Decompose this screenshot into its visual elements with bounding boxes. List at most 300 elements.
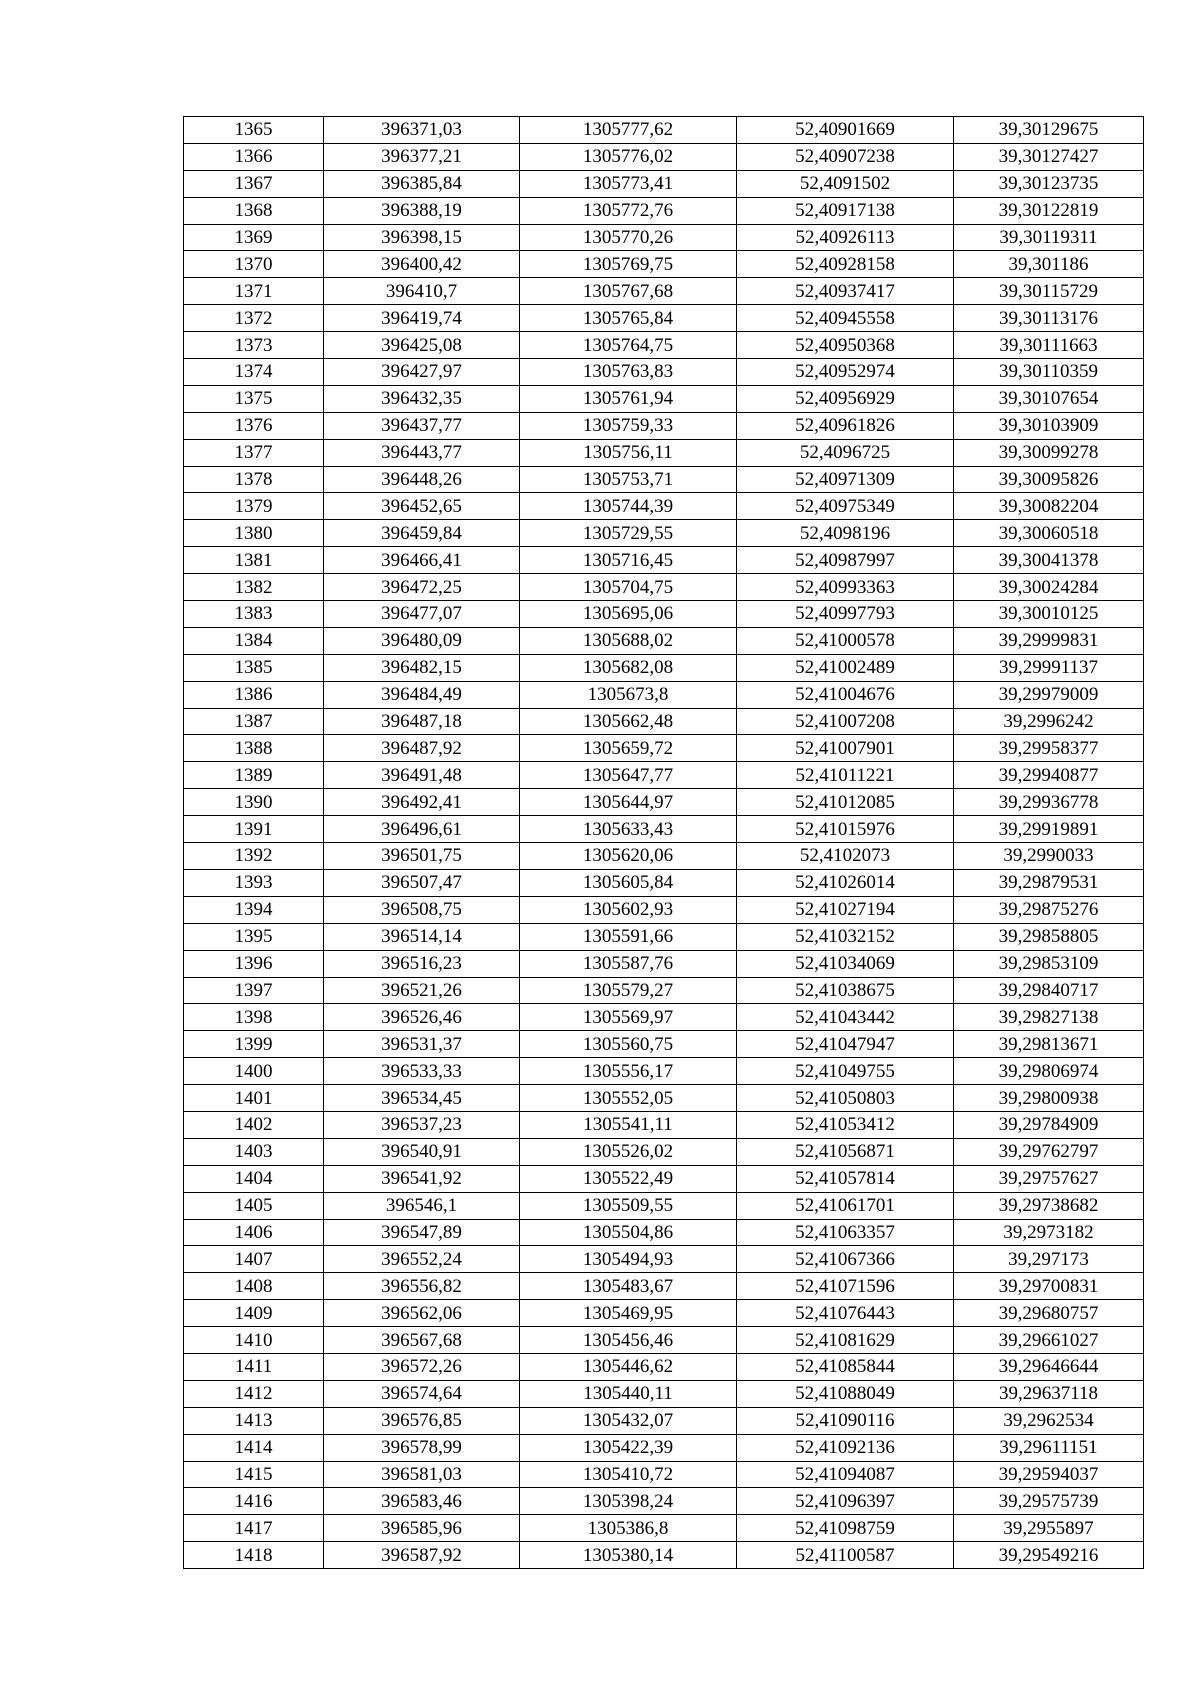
point-number-cell: 1387 xyxy=(184,708,324,735)
point-number-cell: 1397 xyxy=(184,977,324,1004)
table-row xyxy=(184,278,1144,305)
point-number-cell: 1382 xyxy=(184,574,324,601)
x-coordinate-cell: 396432,35 xyxy=(324,385,520,412)
longitude-cell: 39,30099278 xyxy=(954,439,1144,466)
longitude-cell: 39,29940877 xyxy=(954,762,1144,789)
y-coordinate-cell: 1305560,75 xyxy=(520,1031,737,1058)
table-row xyxy=(184,1219,1144,1246)
latitude-cell: 52,40917138 xyxy=(737,197,954,224)
point-number-cell: 1415 xyxy=(184,1461,324,1488)
latitude-cell: 52,41047947 xyxy=(737,1031,954,1058)
longitude-cell: 39,29875276 xyxy=(954,896,1144,923)
x-coordinate-cell: 396491,48 xyxy=(324,762,520,789)
latitude-cell: 52,41076443 xyxy=(737,1300,954,1327)
point-number-cell: 1369 xyxy=(184,224,324,251)
y-coordinate-cell: 1305764,75 xyxy=(520,332,737,359)
latitude-cell: 52,41057814 xyxy=(737,1165,954,1192)
latitude-cell: 52,41098759 xyxy=(737,1515,954,1542)
x-coordinate-cell: 396531,37 xyxy=(324,1031,520,1058)
point-number-cell: 1375 xyxy=(184,385,324,412)
longitude-cell: 39,30107654 xyxy=(954,385,1144,412)
table-row xyxy=(184,117,1144,144)
y-coordinate-cell: 1305744,39 xyxy=(520,493,737,520)
y-coordinate-cell: 1305469,95 xyxy=(520,1300,737,1327)
longitude-cell: 39,30119311 xyxy=(954,224,1144,251)
y-coordinate-cell: 1305494,93 xyxy=(520,1246,737,1273)
x-coordinate-cell: 396482,15 xyxy=(324,654,520,681)
point-number-cell: 1404 xyxy=(184,1165,324,1192)
point-number-cell: 1412 xyxy=(184,1380,324,1407)
table-row xyxy=(184,1246,1144,1273)
table-row xyxy=(184,950,1144,977)
y-coordinate-cell: 1305763,83 xyxy=(520,359,737,386)
latitude-cell: 52,40928158 xyxy=(737,251,954,278)
latitude-cell: 52,41043442 xyxy=(737,1004,954,1031)
longitude-cell: 39,30095826 xyxy=(954,466,1144,493)
x-coordinate-cell: 396562,06 xyxy=(324,1300,520,1327)
point-number-cell: 1388 xyxy=(184,735,324,762)
longitude-cell: 39,29738682 xyxy=(954,1192,1144,1219)
point-number-cell: 1376 xyxy=(184,412,324,439)
table-row xyxy=(184,843,1144,870)
table-row xyxy=(184,305,1144,332)
y-coordinate-cell: 1305526,02 xyxy=(520,1138,737,1165)
y-coordinate-cell: 1305704,75 xyxy=(520,574,737,601)
y-coordinate-cell: 1305620,06 xyxy=(520,843,737,870)
x-coordinate-cell: 396371,03 xyxy=(324,117,520,144)
latitude-cell: 52,41061701 xyxy=(737,1192,954,1219)
y-coordinate-cell: 1305386,8 xyxy=(520,1515,737,1542)
y-coordinate-cell: 1305688,02 xyxy=(520,627,737,654)
point-number-cell: 1378 xyxy=(184,466,324,493)
table-row xyxy=(184,1138,1144,1165)
x-coordinate-cell: 396410,7 xyxy=(324,278,520,305)
longitude-cell: 39,30123735 xyxy=(954,170,1144,197)
longitude-cell: 39,297173 xyxy=(954,1246,1144,1273)
y-coordinate-cell: 1305753,71 xyxy=(520,466,737,493)
point-number-cell: 1380 xyxy=(184,520,324,547)
x-coordinate-cell: 396437,77 xyxy=(324,412,520,439)
table-row xyxy=(184,143,1144,170)
table-row xyxy=(184,601,1144,628)
longitude-cell: 39,30010125 xyxy=(954,601,1144,628)
latitude-cell: 52,40975349 xyxy=(737,493,954,520)
x-coordinate-cell: 396425,08 xyxy=(324,332,520,359)
x-coordinate-cell: 396572,26 xyxy=(324,1353,520,1380)
latitude-cell: 52,41085844 xyxy=(737,1353,954,1380)
y-coordinate-cell: 1305695,06 xyxy=(520,601,737,628)
latitude-cell: 52,41056871 xyxy=(737,1138,954,1165)
longitude-cell: 39,30082204 xyxy=(954,493,1144,520)
x-coordinate-cell: 396546,1 xyxy=(324,1192,520,1219)
longitude-cell: 39,29700831 xyxy=(954,1273,1144,1300)
y-coordinate-cell: 1305432,07 xyxy=(520,1407,737,1434)
table-row xyxy=(184,627,1144,654)
table-row xyxy=(184,332,1144,359)
x-coordinate-cell: 396448,26 xyxy=(324,466,520,493)
x-coordinate-cell: 396452,65 xyxy=(324,493,520,520)
x-coordinate-cell: 396487,18 xyxy=(324,708,520,735)
longitude-cell: 39,29991137 xyxy=(954,654,1144,681)
y-coordinate-cell: 1305767,68 xyxy=(520,278,737,305)
y-coordinate-cell: 1305761,94 xyxy=(520,385,737,412)
table-row xyxy=(184,977,1144,1004)
x-coordinate-cell: 396516,23 xyxy=(324,950,520,977)
x-coordinate-cell: 396526,46 xyxy=(324,1004,520,1031)
point-number-cell: 1373 xyxy=(184,332,324,359)
point-number-cell: 1398 xyxy=(184,1004,324,1031)
x-coordinate-cell: 396501,75 xyxy=(324,843,520,870)
x-coordinate-cell: 396388,19 xyxy=(324,197,520,224)
table-row xyxy=(184,1461,1144,1488)
point-number-cell: 1379 xyxy=(184,493,324,520)
y-coordinate-cell: 1305765,84 xyxy=(520,305,737,332)
point-number-cell: 1393 xyxy=(184,869,324,896)
longitude-cell: 39,30041378 xyxy=(954,547,1144,574)
table-row xyxy=(184,359,1144,386)
latitude-cell: 52,4096725 xyxy=(737,439,954,466)
table-row xyxy=(184,1300,1144,1327)
table-row xyxy=(184,224,1144,251)
point-number-cell: 1386 xyxy=(184,681,324,708)
table-row xyxy=(184,1353,1144,1380)
longitude-cell: 39,29919891 xyxy=(954,816,1144,843)
point-number-cell: 1409 xyxy=(184,1300,324,1327)
y-coordinate-cell: 1305504,86 xyxy=(520,1219,737,1246)
longitude-cell: 39,30103909 xyxy=(954,412,1144,439)
x-coordinate-cell: 396480,09 xyxy=(324,627,520,654)
y-coordinate-cell: 1305662,48 xyxy=(520,708,737,735)
table-row xyxy=(184,412,1144,439)
x-coordinate-cell: 396514,14 xyxy=(324,923,520,950)
longitude-cell: 39,29879531 xyxy=(954,869,1144,896)
latitude-cell: 52,41092136 xyxy=(737,1434,954,1461)
point-number-cell: 1396 xyxy=(184,950,324,977)
latitude-cell: 52,41053412 xyxy=(737,1111,954,1138)
latitude-cell: 52,40926113 xyxy=(737,224,954,251)
y-coordinate-cell: 1305682,08 xyxy=(520,654,737,681)
table-row xyxy=(184,1004,1144,1031)
x-coordinate-cell: 396521,26 xyxy=(324,977,520,1004)
longitude-cell: 39,29646644 xyxy=(954,1353,1144,1380)
y-coordinate-cell: 1305773,41 xyxy=(520,170,737,197)
point-number-cell: 1405 xyxy=(184,1192,324,1219)
point-number-cell: 1406 xyxy=(184,1219,324,1246)
y-coordinate-cell: 1305633,43 xyxy=(520,816,737,843)
latitude-cell: 52,41100587 xyxy=(737,1542,954,1569)
longitude-cell: 39,2996242 xyxy=(954,708,1144,735)
y-coordinate-cell: 1305769,75 xyxy=(520,251,737,278)
longitude-cell: 39,29853109 xyxy=(954,950,1144,977)
table-row xyxy=(184,654,1144,681)
latitude-cell: 52,41032152 xyxy=(737,923,954,950)
x-coordinate-cell: 396587,92 xyxy=(324,1542,520,1569)
x-coordinate-cell: 396583,46 xyxy=(324,1488,520,1515)
longitude-cell: 39,29757627 xyxy=(954,1165,1144,1192)
y-coordinate-cell: 1305380,14 xyxy=(520,1542,737,1569)
longitude-cell: 39,29806974 xyxy=(954,1058,1144,1085)
point-number-cell: 1389 xyxy=(184,762,324,789)
table-row xyxy=(184,493,1144,520)
latitude-cell: 52,41015976 xyxy=(737,816,954,843)
longitude-cell: 39,30060518 xyxy=(954,520,1144,547)
longitude-cell: 39,29813671 xyxy=(954,1031,1144,1058)
latitude-cell: 52,40971309 xyxy=(737,466,954,493)
longitude-cell: 39,29680757 xyxy=(954,1300,1144,1327)
latitude-cell: 52,40956929 xyxy=(737,385,954,412)
longitude-cell: 39,29549216 xyxy=(954,1542,1144,1569)
x-coordinate-cell: 396567,68 xyxy=(324,1327,520,1354)
point-number-cell: 1399 xyxy=(184,1031,324,1058)
table-row xyxy=(184,1542,1144,1569)
latitude-cell: 52,40945558 xyxy=(737,305,954,332)
table-row xyxy=(184,466,1144,493)
y-coordinate-cell: 1305777,62 xyxy=(520,117,737,144)
longitude-cell: 39,29858805 xyxy=(954,923,1144,950)
x-coordinate-cell: 396507,47 xyxy=(324,869,520,896)
point-number-cell: 1400 xyxy=(184,1058,324,1085)
point-number-cell: 1401 xyxy=(184,1085,324,1112)
point-number-cell: 1408 xyxy=(184,1273,324,1300)
latitude-cell: 52,41000578 xyxy=(737,627,954,654)
table-row xyxy=(184,708,1144,735)
latitude-cell: 52,41063357 xyxy=(737,1219,954,1246)
table-row xyxy=(184,896,1144,923)
longitude-cell: 39,29840717 xyxy=(954,977,1144,1004)
point-number-cell: 1366 xyxy=(184,143,324,170)
table-row xyxy=(184,385,1144,412)
latitude-cell: 52,41096397 xyxy=(737,1488,954,1515)
x-coordinate-cell: 396574,64 xyxy=(324,1380,520,1407)
point-number-cell: 1391 xyxy=(184,816,324,843)
y-coordinate-cell: 1305647,77 xyxy=(520,762,737,789)
x-coordinate-cell: 396576,85 xyxy=(324,1407,520,1434)
longitude-cell: 39,29784909 xyxy=(954,1111,1144,1138)
y-coordinate-cell: 1305569,97 xyxy=(520,1004,737,1031)
y-coordinate-cell: 1305398,24 xyxy=(520,1488,737,1515)
y-coordinate-cell: 1305659,72 xyxy=(520,735,737,762)
point-number-cell: 1413 xyxy=(184,1407,324,1434)
x-coordinate-cell: 396484,49 xyxy=(324,681,520,708)
latitude-cell: 52,41090116 xyxy=(737,1407,954,1434)
y-coordinate-cell: 1305756,11 xyxy=(520,439,737,466)
latitude-cell: 52,41081629 xyxy=(737,1327,954,1354)
x-coordinate-cell: 396487,92 xyxy=(324,735,520,762)
point-number-cell: 1402 xyxy=(184,1111,324,1138)
coordinates-table-body xyxy=(184,117,1144,1569)
point-number-cell: 1372 xyxy=(184,305,324,332)
longitude-cell: 39,301186 xyxy=(954,251,1144,278)
table-row xyxy=(184,1031,1144,1058)
longitude-cell: 39,29611151 xyxy=(954,1434,1144,1461)
point-number-cell: 1390 xyxy=(184,789,324,816)
longitude-cell: 39,29762797 xyxy=(954,1138,1144,1165)
table-row xyxy=(184,869,1144,896)
y-coordinate-cell: 1305602,93 xyxy=(520,896,737,923)
latitude-cell: 52,40993363 xyxy=(737,574,954,601)
table-row xyxy=(184,1327,1144,1354)
table-row xyxy=(184,574,1144,601)
latitude-cell: 52,40907238 xyxy=(737,143,954,170)
table-row xyxy=(184,816,1144,843)
coordinates-table xyxy=(183,116,1144,1569)
y-coordinate-cell: 1305509,55 xyxy=(520,1192,737,1219)
x-coordinate-cell: 396385,84 xyxy=(324,170,520,197)
point-number-cell: 1395 xyxy=(184,923,324,950)
latitude-cell: 52,41012085 xyxy=(737,789,954,816)
table-row xyxy=(184,1273,1144,1300)
table-row xyxy=(184,789,1144,816)
longitude-cell: 39,30111663 xyxy=(954,332,1144,359)
longitude-cell: 39,30024284 xyxy=(954,574,1144,601)
y-coordinate-cell: 1305422,39 xyxy=(520,1434,737,1461)
point-number-cell: 1418 xyxy=(184,1542,324,1569)
x-coordinate-cell: 396477,07 xyxy=(324,601,520,628)
point-number-cell: 1394 xyxy=(184,896,324,923)
y-coordinate-cell: 1305587,76 xyxy=(520,950,737,977)
x-coordinate-cell: 396537,23 xyxy=(324,1111,520,1138)
latitude-cell: 52,4098196 xyxy=(737,520,954,547)
x-coordinate-cell: 396427,97 xyxy=(324,359,520,386)
x-coordinate-cell: 396459,84 xyxy=(324,520,520,547)
x-coordinate-cell: 396377,21 xyxy=(324,143,520,170)
x-coordinate-cell: 396552,24 xyxy=(324,1246,520,1273)
longitude-cell: 39,29800938 xyxy=(954,1085,1144,1112)
latitude-cell: 52,40950368 xyxy=(737,332,954,359)
table-row xyxy=(184,1515,1144,1542)
table-row xyxy=(184,762,1144,789)
point-number-cell: 1411 xyxy=(184,1353,324,1380)
latitude-cell: 52,41088049 xyxy=(737,1380,954,1407)
longitude-cell: 39,29979009 xyxy=(954,681,1144,708)
latitude-cell: 52,40987997 xyxy=(737,547,954,574)
longitude-cell: 39,30110359 xyxy=(954,359,1144,386)
table-row xyxy=(184,1058,1144,1085)
point-number-cell: 1381 xyxy=(184,547,324,574)
y-coordinate-cell: 1305522,49 xyxy=(520,1165,737,1192)
longitude-cell: 39,30122819 xyxy=(954,197,1144,224)
point-number-cell: 1417 xyxy=(184,1515,324,1542)
point-number-cell: 1416 xyxy=(184,1488,324,1515)
point-number-cell: 1385 xyxy=(184,654,324,681)
y-coordinate-cell: 1305556,17 xyxy=(520,1058,737,1085)
y-coordinate-cell: 1305591,66 xyxy=(520,923,737,950)
point-number-cell: 1383 xyxy=(184,601,324,628)
table-row xyxy=(184,251,1144,278)
table-row xyxy=(184,735,1144,762)
latitude-cell: 52,4102073 xyxy=(737,843,954,870)
x-coordinate-cell: 396400,42 xyxy=(324,251,520,278)
table-row xyxy=(184,1111,1144,1138)
table-row xyxy=(184,923,1144,950)
latitude-cell: 52,41002489 xyxy=(737,654,954,681)
latitude-cell: 52,41011221 xyxy=(737,762,954,789)
point-number-cell: 1374 xyxy=(184,359,324,386)
table-row xyxy=(184,1380,1144,1407)
table-row xyxy=(184,197,1144,224)
x-coordinate-cell: 396578,99 xyxy=(324,1434,520,1461)
y-coordinate-cell: 1305759,33 xyxy=(520,412,737,439)
latitude-cell: 52,40937417 xyxy=(737,278,954,305)
x-coordinate-cell: 396492,41 xyxy=(324,789,520,816)
table-row xyxy=(184,1192,1144,1219)
y-coordinate-cell: 1305456,46 xyxy=(520,1327,737,1354)
point-number-cell: 1384 xyxy=(184,627,324,654)
latitude-cell: 52,41007901 xyxy=(737,735,954,762)
latitude-cell: 52,40961826 xyxy=(737,412,954,439)
longitude-cell: 39,2990033 xyxy=(954,843,1144,870)
point-number-cell: 1368 xyxy=(184,197,324,224)
latitude-cell: 52,41049755 xyxy=(737,1058,954,1085)
latitude-cell: 52,41027194 xyxy=(737,896,954,923)
table-row xyxy=(184,1488,1144,1515)
latitude-cell: 52,40997793 xyxy=(737,601,954,628)
latitude-cell: 52,41071596 xyxy=(737,1273,954,1300)
y-coordinate-cell: 1305729,55 xyxy=(520,520,737,547)
longitude-cell: 39,2955897 xyxy=(954,1515,1144,1542)
y-coordinate-cell: 1305776,02 xyxy=(520,143,737,170)
longitude-cell: 39,30115729 xyxy=(954,278,1144,305)
x-coordinate-cell: 396472,25 xyxy=(324,574,520,601)
y-coordinate-cell: 1305772,76 xyxy=(520,197,737,224)
longitude-cell: 39,29575739 xyxy=(954,1488,1144,1515)
y-coordinate-cell: 1305770,26 xyxy=(520,224,737,251)
x-coordinate-cell: 396466,41 xyxy=(324,547,520,574)
point-number-cell: 1392 xyxy=(184,843,324,870)
point-number-cell: 1403 xyxy=(184,1138,324,1165)
x-coordinate-cell: 396496,61 xyxy=(324,816,520,843)
x-coordinate-cell: 396533,33 xyxy=(324,1058,520,1085)
longitude-cell: 39,2973182 xyxy=(954,1219,1144,1246)
x-coordinate-cell: 396581,03 xyxy=(324,1461,520,1488)
longitude-cell: 39,29936778 xyxy=(954,789,1144,816)
longitude-cell: 39,30129675 xyxy=(954,117,1144,144)
point-number-cell: 1371 xyxy=(184,278,324,305)
y-coordinate-cell: 1305605,84 xyxy=(520,869,737,896)
latitude-cell: 52,41004676 xyxy=(737,681,954,708)
longitude-cell: 39,29637118 xyxy=(954,1380,1144,1407)
latitude-cell: 52,41026014 xyxy=(737,869,954,896)
point-number-cell: 1410 xyxy=(184,1327,324,1354)
y-coordinate-cell: 1305446,62 xyxy=(520,1353,737,1380)
point-number-cell: 1407 xyxy=(184,1246,324,1273)
x-coordinate-cell: 396547,89 xyxy=(324,1219,520,1246)
longitude-cell: 39,30113176 xyxy=(954,305,1144,332)
x-coordinate-cell: 396419,74 xyxy=(324,305,520,332)
latitude-cell: 52,40952974 xyxy=(737,359,954,386)
y-coordinate-cell: 1305579,27 xyxy=(520,977,737,1004)
y-coordinate-cell: 1305410,72 xyxy=(520,1461,737,1488)
x-coordinate-cell: 396585,96 xyxy=(324,1515,520,1542)
longitude-cell: 39,29827138 xyxy=(954,1004,1144,1031)
x-coordinate-cell: 396534,45 xyxy=(324,1085,520,1112)
latitude-cell: 52,41050803 xyxy=(737,1085,954,1112)
x-coordinate-cell: 396541,92 xyxy=(324,1165,520,1192)
latitude-cell: 52,41094087 xyxy=(737,1461,954,1488)
y-coordinate-cell: 1305483,67 xyxy=(520,1273,737,1300)
y-coordinate-cell: 1305673,8 xyxy=(520,681,737,708)
longitude-cell: 39,30127427 xyxy=(954,143,1144,170)
point-number-cell: 1377 xyxy=(184,439,324,466)
x-coordinate-cell: 396556,82 xyxy=(324,1273,520,1300)
latitude-cell: 52,4091502 xyxy=(737,170,954,197)
point-number-cell: 1414 xyxy=(184,1434,324,1461)
latitude-cell: 52,41038675 xyxy=(737,977,954,1004)
y-coordinate-cell: 1305716,45 xyxy=(520,547,737,574)
table-row xyxy=(184,547,1144,574)
latitude-cell: 52,41007208 xyxy=(737,708,954,735)
latitude-cell: 52,41034069 xyxy=(737,950,954,977)
